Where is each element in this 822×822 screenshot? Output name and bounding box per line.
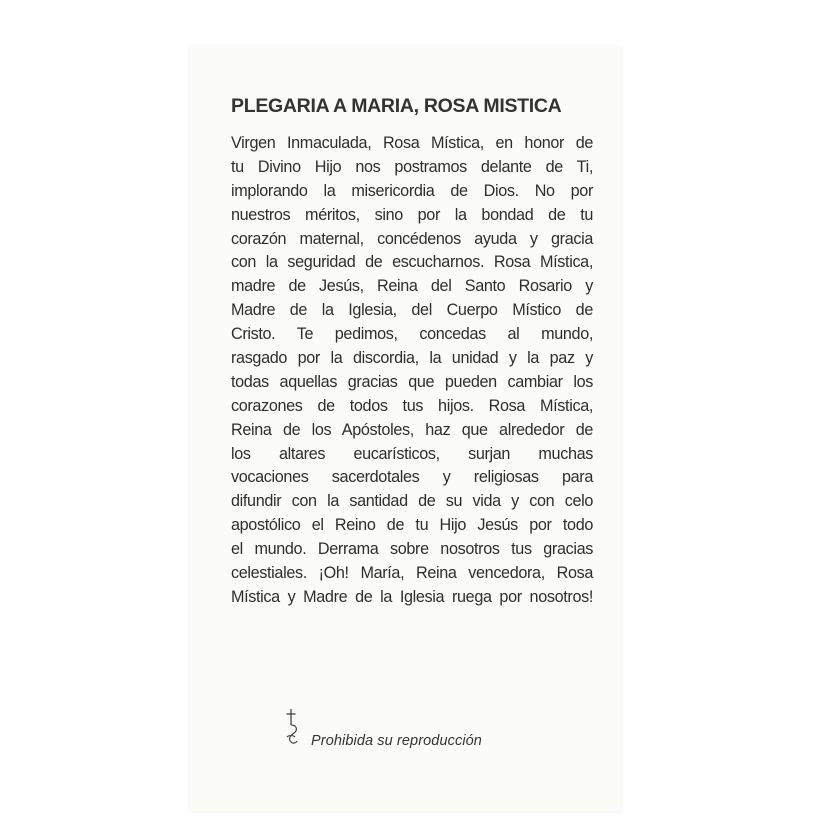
prayer-line: nuestros méritos, sino por la bondad de tu	[231, 205, 593, 224]
prayer-line: los altares eucarísticos, surjan muchas	[231, 444, 593, 463]
prayer-line: el mundo. Derrama sobre nosotros tus gracias	[231, 540, 593, 559]
prayer-line: Virgen Inmaculada, Rosa Mística, en honor de	[231, 134, 593, 152]
prayer-line: implorando la misericordia de Dios. No por	[231, 181, 593, 200]
prayer-title: PLEGARIA A MARIA, ROSA MISTICA	[231, 95, 562, 117]
prayer-line: todas aquellas gracias que pueden cambiar los	[231, 372, 593, 391]
prayer-line: Reina de los Apóstoles, haz que alrededor de	[231, 420, 593, 439]
prayer-line: con la seguridad de escucharnos. Rosa Mística,	[231, 253, 593, 272]
prayer-line: Madre de la Iglesia, del Cuerpo Místico de	[231, 301, 593, 320]
card-footer	[285, 708, 585, 748]
prayer-text	[231, 132, 593, 610]
prayer-line: Cristo. Te pedimos, concedas al mundo,	[231, 325, 593, 344]
prayer-line: celestiales. ¡Oh! María, Reina vencedora, Rosa	[231, 564, 593, 583]
prayer-line: vocaciones sacerdotales y religiosas para	[231, 468, 593, 487]
cross-icon	[285, 708, 301, 746]
prayer-line: corazón maternal, concédenos ayuda y gracia	[231, 229, 593, 248]
prayer-line: apostólico el Reino de tu Hijo Jesús por todo	[231, 516, 593, 535]
prayer-line: corazones de todos tus hijos. Rosa Mística,	[231, 396, 593, 415]
prayer-line: difundir con la santidad de su vida y con celo	[231, 492, 593, 511]
prayer-line: tu Divino Hijo nos postramos delante de Ti,	[231, 157, 593, 176]
prayer-line: Mística y Madre de la Iglesia ruega por nosotros!	[231, 587, 593, 606]
copyright-notice: Prohibida su reproducción	[311, 733, 482, 749]
prayer-line: rasgado por la discordia, la unidad y la paz y	[231, 349, 593, 368]
prayer-line: madre de Jesús, Reina del Santo Rosario y	[231, 277, 593, 296]
prayer-card	[189, 46, 622, 812]
